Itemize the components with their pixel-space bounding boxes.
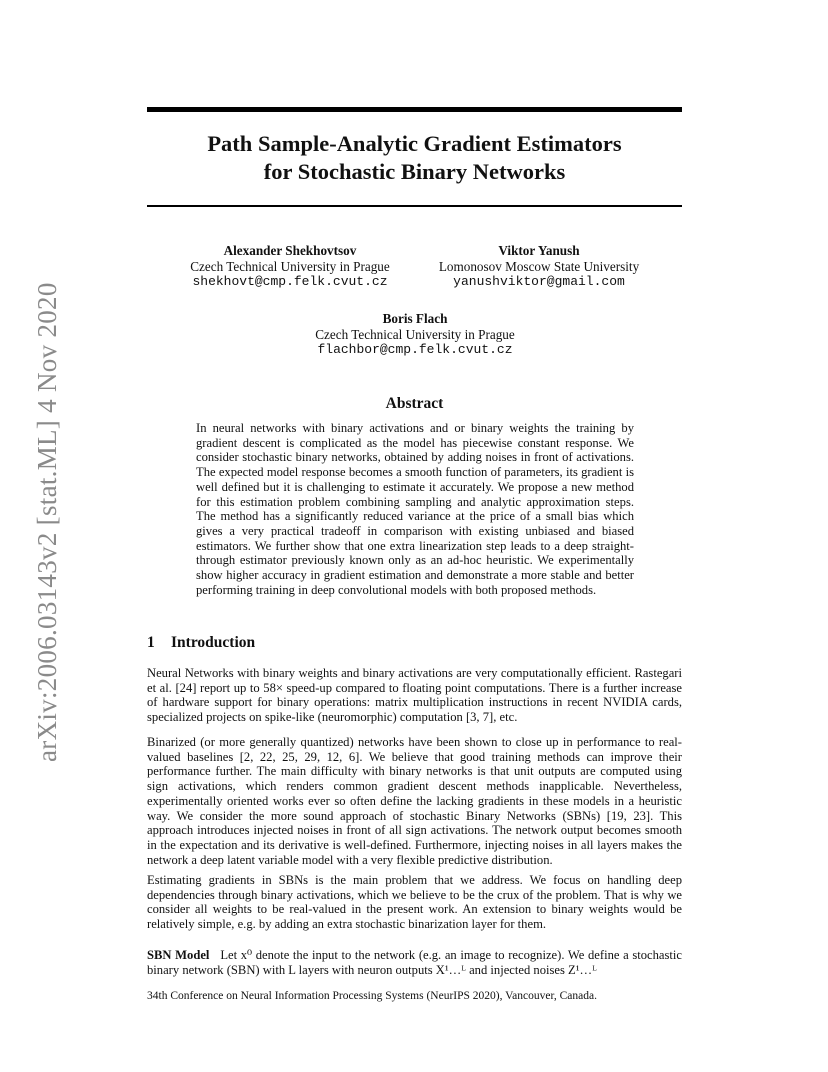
section-number: 1 — [147, 634, 155, 651]
author-block-3 — [290, 311, 540, 358]
author-name: Boris Flach — [382, 311, 448, 326]
author-email[interactable]: shekhovt@cmp.felk.cvut.cz — [192, 274, 388, 289]
title-line-1: Path Sample-Analytic Gradient Estimators — [207, 131, 622, 156]
author-name: Alexander Shekhovtsov — [223, 243, 357, 258]
sbn-model-paragraph — [147, 948, 682, 977]
arxiv-identifier: arXiv:2006.03143v2 [stat.ML] 4 Nov 2020 — [32, 282, 62, 762]
paragraph-run-in-heading: SBN Model — [147, 948, 210, 962]
author-name: Viktor Yanush — [498, 243, 580, 258]
paper-title — [147, 130, 682, 186]
abstract-heading: Abstract — [385, 395, 444, 412]
author-affiliation: Czech Technical University in Prague — [190, 258, 390, 274]
author-affiliation: Czech Technical University in Prague — [315, 326, 515, 342]
title-line-2: for Stochastic Binary Networks — [263, 159, 566, 184]
title-top-rule — [147, 107, 682, 112]
section-heading — [147, 634, 255, 652]
intro-paragraph-3: Estimating gradients in SBNs is the main problem that we address. We focus on handling deep dependencies through binary activations, which we believe to be the crux of the problem. That is why we consider all weights to be real-valued in the present work. An extension to binary weights would be relatively simple, e.g. by adding an extra stochastic binarization layer for them. — [147, 873, 682, 932]
conference-footnote: 34th Conference on Neural Information Processing Systems (NeurIPS 2020), Vancouver, Canada. — [147, 990, 597, 1002]
author-email[interactable]: flachbor@cmp.felk.cvut.cz — [317, 342, 513, 357]
section-title: Introduction — [171, 634, 256, 651]
author-affiliation: Lomonosov Moscow State University — [438, 258, 640, 274]
intro-paragraph-2: Binarized (or more generally quantized) networks have been shown to close up in performance to real-valued baselines [2, 22, 25, 29, 12, 6]. We believe that good training methods can improve their performance further. The main difficulty with binary networks is that unit outputs are computed using sign activations, which renders common gradient descent methods inapplicable. Nevertheless, experimentally oriented works ever so often define the lacking gradients in these models in a heuristic way. We consider the more sound approach of stochastic Binary Networks (SBNs) [19, 23]. This approach introduces injected noises in front of all sign activations. The network output becomes smooth in the expectation and its derivative is well-defined. Furthermore, injecting noises in all layers makes the network a deep latent variable model with a very flexible predictive distribution. — [147, 735, 682, 867]
abstract-text: In neural networks with binary activations and or binary weights the training by gradient descent is complicated as the model has piecewise constant response. We consider stochastic binary networks, obtained by adding noises in front of activations. The expected model response becomes a smooth function of parameters, its gradient is well defined but it is challenging to estimate it accurately. We propose a new method for this estimation problem combining sampling and analytic approximation steps. The method has a significantly reduced variance at the price of a small bias which gives a very practical tradeoff in comparison with existing unbiased and biased estimators. We further show that one extra linearization step leads to a deep straight-through estimator previously known only as an ad-hoc heuristic. We experimentally show higher accuracy in gradient estimation and demonstrate a more stable and better performing training in deep convolutional models with both proposed methods. — [196, 421, 634, 597]
intro-paragraph-1: Neural Networks with binary weights and binary activations are very computationally efficient. Rastegari et al. [24] report up to 58× speed-up compared to floating point computations. There is a further increase of hardware support for binary operations: matrix multiplication instructions in recent NVIDIA cards, specialized projects on spike-like (neuromorphic) computation [3, 7], etc. — [147, 666, 682, 725]
title-bottom-rule — [147, 205, 682, 207]
sbn-model-text: Let x⁰ denote the input to the network (e.g. an image to recognize). We define a stochastic binary network (SBN) with L layers with neuron outputs X¹…ᴸ and injected noises Z¹…ᴸ — [147, 948, 682, 977]
author-email[interactable]: yanushviktor@gmail.com — [453, 274, 625, 289]
author-block-1 — [170, 243, 410, 290]
author-block-2 — [418, 243, 660, 290]
